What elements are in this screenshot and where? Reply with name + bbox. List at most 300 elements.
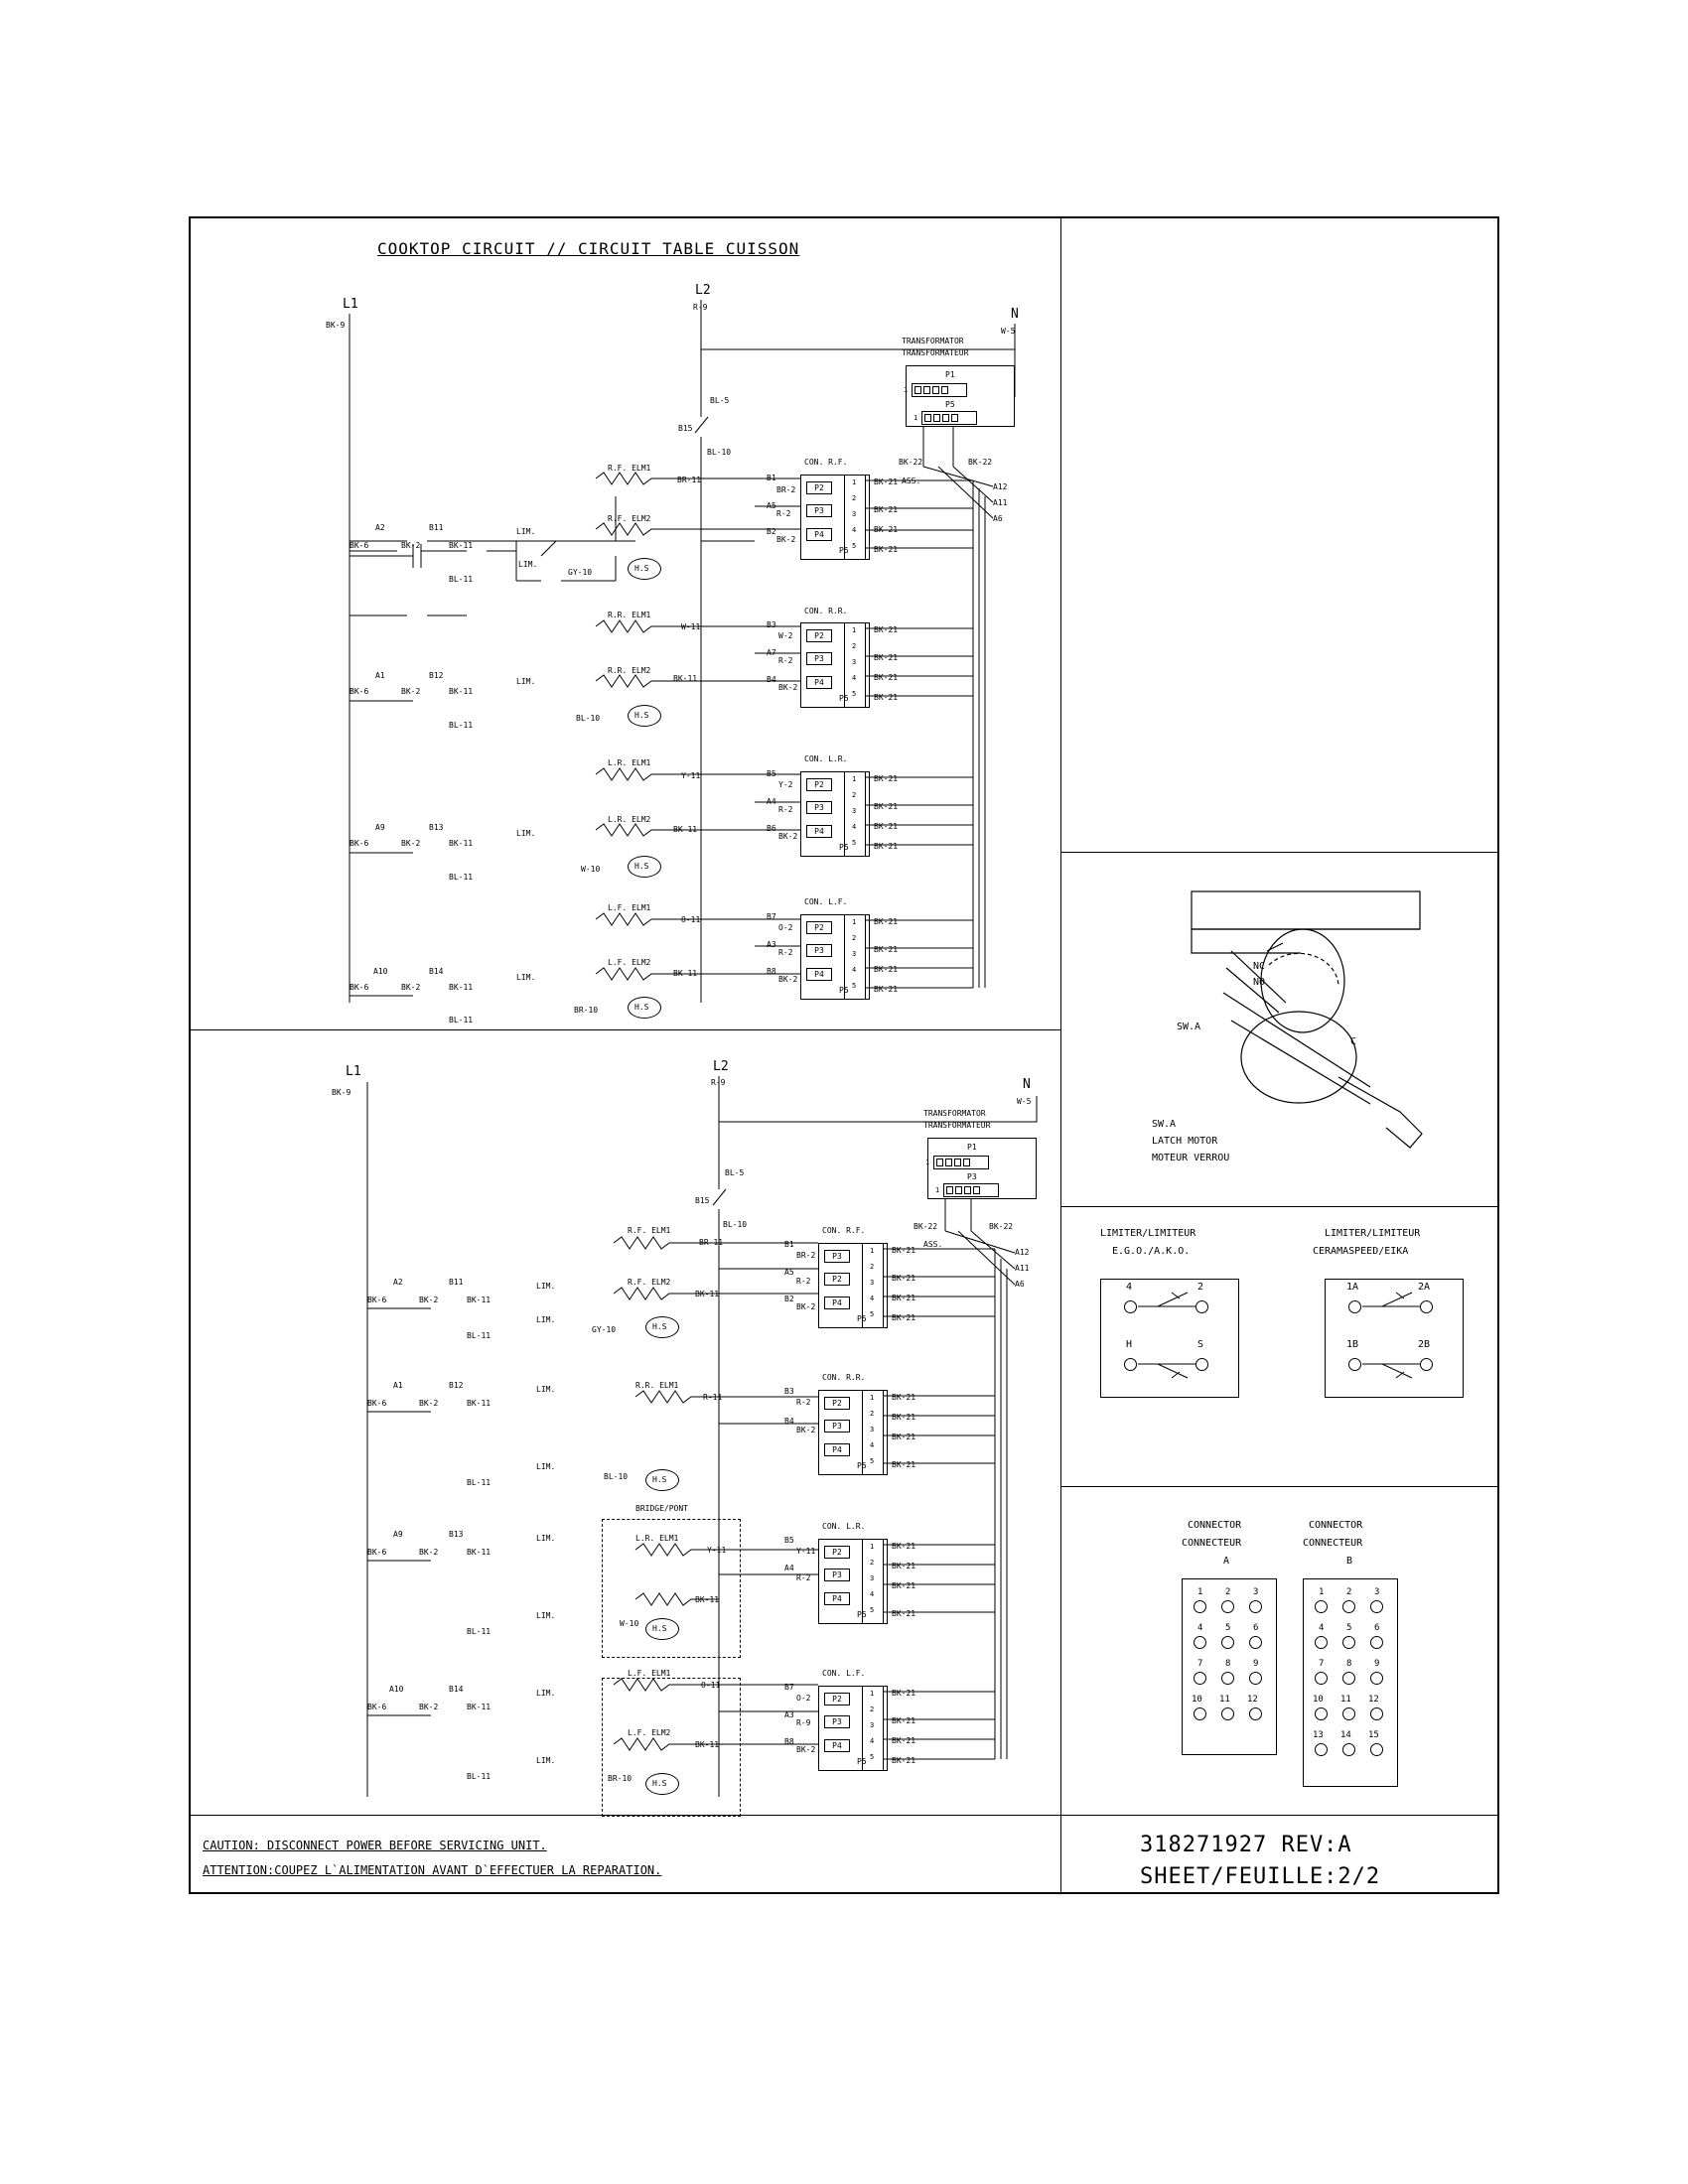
connector-b-dot-12	[1370, 1707, 1383, 1720]
top-row2-rung-2: 2	[852, 642, 857, 650]
top-row1-conn: CON. R.F.	[804, 458, 848, 467]
top-row4-bk21-3: BK-21	[874, 965, 899, 974]
bot-row4-lim: LIM.	[536, 1689, 556, 1698]
bot-row1-pin-p3: P3	[824, 1250, 850, 1263]
connector-b-dot-15	[1370, 1743, 1383, 1756]
top-row1-rung-1: 1	[852, 478, 857, 486]
top-row1-elm2: R.F. ELM2	[608, 514, 651, 523]
connector-b-dot-1	[1315, 1600, 1328, 1613]
bot-row3-elm1: L.R. ELM1	[635, 1534, 679, 1543]
limiter-2-title-en: LIMITER/LIMITEUR	[1325, 1228, 1421, 1239]
connector-a-dot-8	[1221, 1672, 1234, 1685]
connector-b-dot-7	[1315, 1672, 1328, 1685]
top-transformer-label-fr: TRANSFORMATEUR	[902, 348, 969, 357]
top-row2-nodewire-2: R-2	[778, 656, 793, 665]
connector-b-dot-2	[1342, 1600, 1355, 1613]
bot-row2-conn: CON. R.R.	[822, 1373, 866, 1382]
connector-a-pin-5: 5	[1225, 1623, 1231, 1633]
top-row1-pin-p2: P2	[806, 481, 832, 494]
top-row4-node-a3: A3	[767, 940, 776, 949]
top-row2-bk21-1: BK-21	[874, 625, 899, 634]
bot-row2-w3: BK-11	[467, 1399, 492, 1408]
connector-b-pin-13: 13	[1313, 1730, 1324, 1740]
bot-n-label: N	[1023, 1077, 1031, 1092]
limiter-2-title-fr: CERAMASPEED/EIKA	[1313, 1246, 1409, 1257]
bot-bk22-right: BK-22	[989, 1222, 1014, 1231]
top-row1-w3: BK-11	[449, 541, 474, 550]
bot-bl5: BL-5	[725, 1168, 745, 1177]
top-l1-label: L1	[343, 297, 358, 312]
bot-row3-pin-p4: P4	[824, 1592, 850, 1605]
top-a6: A6	[993, 514, 1003, 523]
top-row3-nodewire-3: BK-2	[778, 832, 798, 841]
bot-row2-elm1: R.R. ELM1	[635, 1381, 679, 1390]
top-row3-hs-label: H.S	[634, 862, 649, 871]
bot-row4-w2: BK-2	[419, 1703, 439, 1711]
bot-bk22-left: BK-22	[914, 1222, 938, 1231]
bot-row3-nodewire-2: R-2	[796, 1573, 811, 1582]
top-row4-term-b: B14	[429, 967, 444, 976]
top-row4-rung-1: 1	[852, 918, 857, 926]
top-row1-rung-3: 3	[852, 510, 857, 518]
bot-row1-rung-1: 1	[870, 1247, 875, 1255]
top-row4-hs-label: H.S	[634, 1003, 649, 1012]
connector-b-pin-7: 7	[1319, 1659, 1325, 1669]
top-row4-rung-2: 2	[852, 934, 857, 942]
top-row1-lim2: LIM.	[518, 560, 538, 569]
top-row3-lim: LIM.	[516, 829, 536, 838]
connector-a-pin-3: 3	[1253, 1587, 1259, 1597]
top-row3-bk21-3: BK-21	[874, 822, 899, 831]
bot-row3-rung-5: 5	[870, 1606, 875, 1614]
bot-transformer-p3-index: 1	[935, 1186, 940, 1194]
top-row3-pin-p3: P3	[806, 801, 832, 814]
bot-row1-pin-p4: P4	[824, 1297, 850, 1309]
connector-b-pin-14: 14	[1340, 1730, 1351, 1740]
bot-a11: A11	[1015, 1264, 1030, 1273]
top-row4-w4: BL-11	[449, 1016, 474, 1024]
top-row3-conn: CON. L.R.	[804, 754, 848, 763]
bot-row1-node-b2: B2	[784, 1295, 794, 1303]
top-row2-nodewire-1: W-2	[778, 631, 793, 640]
top-row3-elm1: L.R. ELM1	[608, 758, 651, 767]
top-row2-wire-elm2: BK-11	[673, 674, 698, 683]
top-bk22-right: BK-22	[968, 458, 993, 467]
latch-name-en: LATCH MOTOR	[1152, 1136, 1218, 1147]
bot-l1-wire: BK-9	[332, 1088, 352, 1097]
limiter-1-term-4: 4	[1126, 1282, 1133, 1293]
connector-b-title-en: CONNECTOR	[1309, 1520, 1363, 1531]
top-row2-nodewire-3: BK-2	[778, 683, 798, 692]
bot-row2-w2: BK-2	[419, 1399, 439, 1408]
bot-row2-pin-p4: P4	[824, 1443, 850, 1456]
bot-row1-w3: BK-11	[467, 1296, 492, 1304]
top-row4-pin-p3: P3	[806, 944, 832, 957]
bot-row4-pin-p2: P2	[824, 1693, 850, 1706]
bot-row4-rung-3: 3	[870, 1721, 875, 1729]
top-row1-nodewire-1: BR-2	[776, 485, 796, 494]
limiter-1-term-h: H	[1126, 1339, 1133, 1350]
bot-row3-bk21-1: BK-21	[892, 1542, 916, 1551]
top-row4-pin-p4: P4	[806, 968, 832, 981]
top-row1-w2: BK-2	[401, 541, 421, 550]
bot-row2-term-b: B12	[449, 1381, 464, 1390]
caution-text-fr: ATTENTION:COUPEZ L`ALIMENTATION AVANT D`EFFECTUER LA REPARATION.	[203, 1863, 662, 1877]
bot-row3-pin-p2: P2	[824, 1546, 850, 1559]
top-row4-conn: CON. L.F.	[804, 897, 848, 906]
top-row1-node-b1: B1	[767, 474, 776, 482]
connector-a-dot-7	[1194, 1672, 1206, 1685]
top-row1-wire-hs: GY-10	[568, 568, 593, 577]
top-row2-rung-5: 5	[852, 690, 857, 698]
bot-row4-node-b7: B7	[784, 1683, 794, 1692]
bot-row4-bk21-4: BK-21	[892, 1756, 916, 1765]
connector-b-dot-4	[1315, 1636, 1328, 1649]
limiter-1-title-en: LIMITER/LIMITEUR	[1100, 1228, 1196, 1239]
bot-row1-rung-4: 4	[870, 1295, 875, 1302]
top-row2-node-a7: A7	[767, 648, 776, 657]
connector-b-pin-12: 12	[1368, 1695, 1379, 1705]
bot-row4-pin-p3: P3	[824, 1715, 850, 1728]
top-row4-nodewire-3: BK-2	[778, 975, 798, 984]
connector-a-dot-11	[1221, 1707, 1234, 1720]
part-number: 318271927 REV:A	[1140, 1833, 1352, 1857]
top-bl10: BL-10	[707, 448, 732, 457]
bot-row2-lim: LIM.	[536, 1385, 556, 1394]
top-row4-node-b7: B7	[767, 912, 776, 921]
bot-row3-conn: CON. L.R.	[822, 1522, 866, 1531]
top-row3-w3: BK-11	[449, 839, 474, 848]
bot-row4-bk21-1: BK-21	[892, 1689, 916, 1698]
bot-row4-rung-4: 4	[870, 1737, 875, 1745]
top-row1-pin-p5: P5	[839, 546, 849, 555]
top-row4-w1: BK-6	[350, 983, 369, 992]
top-row4-node-b8: B8	[767, 967, 776, 976]
connector-b-pin-2: 2	[1346, 1587, 1352, 1597]
top-bk22-left: BK-22	[899, 458, 923, 467]
top-row4-wire-hs: BR-10	[574, 1006, 599, 1015]
bot-row4-nodewire-3: BK-2	[796, 1745, 816, 1754]
bot-row3-w3: BK-11	[467, 1548, 492, 1557]
connector-a-dot-9	[1249, 1672, 1262, 1685]
top-row1-w1: BK-6	[350, 541, 369, 550]
top-row4-w2: BK-2	[401, 983, 421, 992]
top-row3-node-b5: B5	[767, 769, 776, 778]
connector-a-pin-8: 8	[1225, 1659, 1231, 1669]
top-row1-rung-2: 2	[852, 494, 857, 502]
top-row1-rung-5: 5	[852, 542, 857, 550]
bot-row4-bk21-3: BK-21	[892, 1736, 916, 1745]
bot-row3-nodewire-1: Y-11	[796, 1547, 816, 1556]
top-row4-bk21-2: BK-21	[874, 945, 899, 954]
top-row1-nodewire-3: BK-2	[776, 535, 796, 544]
bot-row1-bk21-2: BK-21	[892, 1274, 916, 1283]
top-row3-bk21-2: BK-21	[874, 802, 899, 811]
bot-row4-hs-label: H.S	[652, 1779, 667, 1788]
top-row4-wire-elm2: BK-11	[673, 969, 698, 978]
bot-row1-pin-p2: P2	[824, 1273, 850, 1286]
latch-motor-drawing	[1072, 874, 1509, 1211]
top-row4-rung-3: 3	[852, 950, 857, 958]
bot-row3-lim: LIM.	[536, 1534, 556, 1543]
connector-b-pin-11: 11	[1340, 1695, 1351, 1705]
bot-row1-w1: BK-6	[367, 1296, 387, 1304]
bot-n-wire: W-5	[1017, 1097, 1032, 1106]
limiter-2-term-1b: 1B	[1346, 1339, 1359, 1350]
top-row4-bk21-4: BK-21	[874, 985, 899, 994]
bot-row4-pin-p4: P4	[824, 1739, 850, 1752]
bot-b15: B15	[695, 1196, 710, 1205]
bot-l2-label: L2	[713, 1059, 729, 1074]
bot-row1-node-a5: A5	[784, 1268, 794, 1277]
connector-b-dot-14	[1342, 1743, 1355, 1756]
bot-row1-wire-hs: GY-10	[592, 1325, 617, 1334]
bot-row2-term-a: A1	[393, 1381, 403, 1390]
top-row4-term-a: A10	[373, 967, 388, 976]
connector-a-title-fr: CONNECTEUR	[1182, 1538, 1242, 1549]
bot-row3-w1: BK-6	[367, 1548, 387, 1557]
bot-row4-pin-p5: P5	[857, 1757, 867, 1766]
bot-row3-bk21-3: BK-21	[892, 1581, 916, 1590]
bot-row3-rung-2: 2	[870, 1559, 875, 1567]
top-row2-term-a: A1	[375, 671, 385, 680]
top-row1-node-a5: A5	[767, 501, 776, 510]
connector-a-dot-2	[1221, 1600, 1234, 1613]
latch-c-label: C	[1350, 1036, 1357, 1047]
bot-row2-nodewire-3: BK-2	[796, 1426, 816, 1434]
bot-row1-wire-elm2: BK-11	[695, 1290, 720, 1298]
bot-row1-bk21-1: BK-21	[892, 1246, 916, 1255]
top-l2-wire: R-9	[693, 303, 708, 312]
bot-row4-term-a: A10	[389, 1685, 404, 1694]
bot-row4-node-b8: B8	[784, 1737, 794, 1746]
bot-row4-rung-1: 1	[870, 1690, 875, 1698]
connector-a-pin-10: 10	[1192, 1695, 1202, 1705]
connector-b-pin-5: 5	[1346, 1623, 1352, 1633]
connector-a-dot-4	[1194, 1636, 1206, 1649]
caution-text-en: CAUTION: DISCONNECT POWER BEFORE SERVICING UNIT.	[203, 1839, 547, 1852]
connector-a-pin-7: 7	[1197, 1659, 1203, 1669]
bot-row2-hs-label: H.S	[652, 1475, 667, 1484]
limiter-2-contacts	[1325, 1279, 1523, 1437]
bot-row2-nodewire-1: R-2	[796, 1398, 811, 1407]
top-row3-pin-p2: P2	[806, 778, 832, 791]
bot-row1-bk21-4: BK-21	[892, 1313, 916, 1322]
top-row3-w1: BK-6	[350, 839, 369, 848]
top-row2-pin-p2: P2	[806, 629, 832, 642]
connector-b-pin-1: 1	[1319, 1587, 1325, 1597]
bot-transformer-label-fr: TRANSFORMATEUR	[923, 1121, 991, 1130]
top-row1-bk21-4: BK-21	[874, 545, 899, 554]
latch-sw-title: SW.A	[1152, 1119, 1177, 1130]
bot-row2-rung-5: 5	[870, 1457, 875, 1465]
connector-b-pin-15: 15	[1368, 1730, 1379, 1740]
top-row3-rung-2: 2	[852, 791, 857, 799]
top-row2-pin-p3: P3	[806, 652, 832, 665]
connector-a-dot-12	[1249, 1707, 1262, 1720]
bot-row2-pin-p3: P3	[824, 1420, 850, 1433]
bot-row3-rung-1: 1	[870, 1543, 875, 1551]
bot-row2-rung-2: 2	[870, 1410, 875, 1418]
connector-a-name: A	[1223, 1556, 1230, 1567]
bot-row3-wire-hs: W-10	[620, 1619, 639, 1628]
top-row2-elm1: R.R. ELM1	[608, 611, 651, 619]
top-row1-term-a: A2	[375, 523, 385, 532]
bot-transformer-p1-index: 1	[925, 1159, 930, 1166]
top-row1-pin-p3: P3	[806, 504, 832, 517]
top-row3-rung-4: 4	[852, 823, 857, 831]
connector-b-dot-13	[1315, 1743, 1328, 1756]
latch-sw-pointer-label: SW.A	[1177, 1022, 1201, 1032]
top-transformer-p1: P1	[945, 370, 955, 379]
top-row2-hs-label: H.S	[634, 711, 649, 720]
bot-row1-node-b1: B1	[784, 1240, 794, 1249]
top-row3-term-a: A9	[375, 823, 385, 832]
bot-row3-wire-elm2: BK-11	[695, 1595, 720, 1604]
bot-row3-rung-4: 4	[870, 1590, 875, 1598]
top-row3-w4: BL-11	[449, 873, 474, 882]
top-row2-elm2: R.R. ELM2	[608, 666, 651, 675]
connector-a-dot-5	[1221, 1636, 1234, 1649]
connector-a-dot-10	[1194, 1707, 1206, 1720]
connector-b-dot-3	[1370, 1600, 1383, 1613]
bot-row4-elm1: L.F. ELM1	[628, 1669, 671, 1678]
bot-row3-bk21-4: BK-21	[892, 1609, 916, 1618]
top-ass-label: ASS.	[902, 477, 921, 485]
connector-a-pin-4: 4	[1197, 1623, 1203, 1633]
connector-b-dot-9	[1370, 1672, 1383, 1685]
top-row2-wire-hs: BL-10	[576, 714, 601, 723]
top-row3-rung-1: 1	[852, 775, 857, 783]
bot-row1-rung-2: 2	[870, 1263, 875, 1271]
bot-row2-rung-3: 3	[870, 1426, 875, 1433]
bot-row3-w4: BL-11	[467, 1627, 492, 1636]
bot-row2-rung-1: 1	[870, 1394, 875, 1402]
bot-row3-pin-p3: P3	[824, 1569, 850, 1581]
top-row2-bk21-2: BK-21	[874, 653, 899, 662]
top-row2-pin-p4: P4	[806, 676, 832, 689]
latch-name-fr: MOTEUR VERROU	[1152, 1153, 1230, 1163]
bot-row4-wire-hs: BR-10	[608, 1774, 633, 1783]
connector-a-pin-6: 6	[1253, 1623, 1259, 1633]
top-transformer-p5-index: 1	[914, 414, 918, 422]
bot-l2-wire: R-9	[711, 1078, 726, 1087]
top-row1-bk21-2: BK-21	[874, 505, 899, 514]
bot-row4-term-b: B14	[449, 1685, 464, 1694]
top-bl5: BL-5	[710, 396, 730, 405]
top-row4-rung-5: 5	[852, 982, 857, 990]
connector-a-dot-3	[1249, 1600, 1262, 1613]
bot-row1-nodewire-1: BR-2	[796, 1251, 816, 1260]
bot-row4-rung-2: 2	[870, 1706, 875, 1713]
latch-nc-label: NC	[1253, 961, 1266, 972]
limiter-1-title-fr: E.G.O./A.K.O.	[1112, 1246, 1191, 1257]
top-b15: B15	[678, 424, 693, 433]
limiter-2-term-2a: 2A	[1418, 1282, 1431, 1293]
top-row2-node-b3: B3	[767, 620, 776, 629]
connector-a-pin-11: 11	[1219, 1695, 1230, 1705]
bot-row2-lim2: LIM.	[536, 1462, 556, 1471]
bot-row4-elm2: L.F. ELM2	[628, 1728, 671, 1737]
top-l1-wire: BK-9	[326, 321, 346, 330]
top-row1-nodewire-2: R-2	[776, 509, 791, 518]
top-l2-label: L2	[695, 283, 711, 298]
connector-b-pin-3: 3	[1374, 1587, 1380, 1597]
top-transformer-p5: P5	[945, 400, 955, 409]
bot-a12: A12	[1015, 1248, 1030, 1257]
connector-a-pin-9: 9	[1253, 1659, 1259, 1669]
bot-row4-wire-elm2: BK-11	[695, 1740, 720, 1749]
bot-row1-w4: BL-11	[467, 1331, 492, 1340]
bot-ass-label: ASS.	[923, 1240, 943, 1249]
top-row4-nodewire-2: R-2	[778, 948, 793, 957]
top-row4-elm2: L.F. ELM2	[608, 958, 651, 967]
bot-transformer-p1: P1	[967, 1143, 977, 1152]
bot-bl10: BL-10	[723, 1220, 748, 1229]
bot-row2-wire-hs: BL-10	[604, 1472, 629, 1481]
top-row4-nodewire-1: O-2	[778, 923, 793, 932]
bot-row1-term-b: B11	[449, 1278, 464, 1287]
bot-row3-pin-p5: P5	[857, 1610, 867, 1619]
bot-row4-conn: CON. L.F.	[822, 1669, 866, 1678]
top-row3-term-b: B13	[429, 823, 444, 832]
top-row3-nodewire-2: R-2	[778, 805, 793, 814]
bot-row1-rung-5: 5	[870, 1310, 875, 1318]
connector-a-dot-6	[1249, 1636, 1262, 1649]
top-row2-bk21-3: BK-21	[874, 673, 899, 682]
top-row2-w1: BK-6	[350, 687, 369, 696]
top-row4-elm1: L.F. ELM1	[608, 903, 651, 912]
top-row3-bk21-4: BK-21	[874, 842, 899, 851]
top-transformer-label-en: TRANSFORMATOR	[902, 337, 964, 345]
top-row3-pin-p4: P4	[806, 825, 832, 838]
connector-b-dot-5	[1342, 1636, 1355, 1649]
bot-row1-elm2: R.F. ELM2	[628, 1278, 671, 1287]
top-row4-w3: BK-11	[449, 983, 474, 992]
bot-row4-node-a3: A3	[784, 1710, 794, 1719]
top-row1-pin-p4: P4	[806, 528, 832, 541]
connector-b-dot-10	[1315, 1707, 1328, 1720]
top-row4-pin-p5: P5	[839, 986, 849, 995]
top-row1-elm1: R.F. ELM1	[608, 464, 651, 473]
top-row3-w2: BK-2	[401, 839, 421, 848]
bot-row1-conn: CON. R.F.	[822, 1226, 866, 1235]
bot-row1-lim2: LIM.	[536, 1315, 556, 1324]
bot-row3-term-b: B13	[449, 1530, 464, 1539]
top-n-label: N	[1011, 307, 1019, 322]
bot-row2-bk21-1: BK-21	[892, 1393, 916, 1402]
top-a11: A11	[993, 498, 1008, 507]
limiter-2-term-2b: 2B	[1418, 1339, 1431, 1350]
top-row2-conn: CON. R.R.	[804, 607, 848, 615]
bot-row2-node-b3: B3	[784, 1387, 794, 1396]
top-transformer-p1-index: 1	[904, 386, 909, 394]
bot-row4-nodewire-2: R-9	[796, 1718, 811, 1727]
bot-row4-rung-5: 5	[870, 1753, 875, 1761]
connector-b-pin-9: 9	[1374, 1659, 1380, 1669]
top-row3-wire-elm2: BK-11	[673, 825, 698, 834]
top-row4-bk21-1: BK-21	[874, 917, 899, 926]
limiter-1-contacts	[1100, 1279, 1299, 1437]
bot-row4-wire-elm1: O-11	[701, 1681, 721, 1690]
bot-row1-wire-elm1: BR-11	[699, 1238, 724, 1247]
bot-row3-lim2: LIM.	[536, 1611, 556, 1620]
bot-row1-w2: BK-2	[419, 1296, 439, 1304]
top-row3-node-a4: A4	[767, 797, 776, 806]
top-row1-bk21-1: BK-21	[874, 478, 899, 486]
top-row3-pin-p5: P5	[839, 843, 849, 852]
page-title: COOKTOP CIRCUIT // CIRCUIT TABLE CUISSON	[377, 239, 800, 258]
